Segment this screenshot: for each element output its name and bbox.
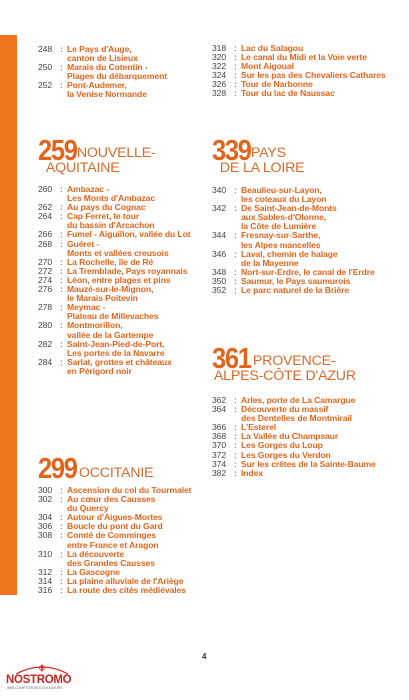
toc-title-line: Pont-Audemer, <box>67 80 127 91</box>
toc-page-number: 250 <box>38 62 53 73</box>
toc-title <box>67 212 154 230</box>
toc-separator: : <box>60 256 63 267</box>
toc-page-number: 320 <box>212 52 227 63</box>
section-title-line: OCCITANIE <box>78 465 154 481</box>
toc-title <box>67 303 158 321</box>
toc-title-line: la Côte de Lumière <box>241 221 317 232</box>
toc-separator: : <box>234 203 237 214</box>
toc-title-line: des Dentelles de Montmirail <box>241 413 352 424</box>
toc-separator: : <box>60 274 63 285</box>
toc-title <box>241 250 338 268</box>
toc-separator: : <box>60 62 63 73</box>
toc-title-line: entre France et Aragon <box>67 539 159 550</box>
toc-page-number: 322 <box>212 61 227 72</box>
toc-title-line: Les Gorges du Loup <box>241 440 323 451</box>
toc-title-line: Lac du Salagou <box>241 43 304 53</box>
toc-separator: : <box>234 404 237 415</box>
toc-page-number: 270 <box>38 256 53 267</box>
toc-separator: : <box>234 431 237 442</box>
toc-page-number: 364 <box>212 404 227 415</box>
toc-title-line: Le Pays d'Auge, <box>67 44 132 54</box>
toc-title-line: du bassin d'Arcachon <box>67 220 155 231</box>
toc-page-number: 264 <box>38 211 53 222</box>
section-title-line: AQUITAINE <box>45 159 120 176</box>
toc-title-line: Montmorillon, <box>67 320 123 331</box>
toc-page-number: 300 <box>38 485 53 495</box>
pays-de-la-loire-entries <box>212 186 375 295</box>
toc-page-number: 272 <box>38 265 53 276</box>
toc-title-line: la Venise Normande <box>67 89 147 100</box>
section-title-line: NOUVELLE- <box>76 145 156 161</box>
section-title-line: DE LA LOIRE <box>219 159 305 176</box>
toc-title <box>67 81 147 99</box>
toc-title-line: en Périgord noir <box>67 365 132 376</box>
toc-title-line: Léon, entre plages et pins <box>67 274 171 285</box>
toc-separator: : <box>234 185 237 195</box>
toc-page-number: 370 <box>212 440 227 451</box>
toc-separator: : <box>234 395 237 405</box>
toc-title-line: aux Sables-d'Olonne, <box>241 212 327 223</box>
toc-entry <box>38 340 190 358</box>
toc-title <box>241 186 326 204</box>
page-number: 4 <box>202 652 207 661</box>
toc-title-line: Ambazac - <box>67 184 110 194</box>
toc-separator: : <box>60 184 63 194</box>
orange-edge-band <box>0 35 17 595</box>
toc-title-line: La Gascogne <box>67 566 120 577</box>
toc-title-line: Saumur, le Pays saumurois <box>241 275 351 286</box>
toc-page-number: 284 <box>38 356 53 367</box>
toc-separator: : <box>60 265 63 276</box>
toc-title-line: Ascension du col du Tourmalet <box>67 485 192 495</box>
toc-title-line: Les Gorges du Verdon <box>241 449 331 460</box>
toc-title-line: les coteaux du Layon <box>241 194 327 205</box>
section-title-line: PAYS <box>250 145 286 161</box>
toc-page-number: 266 <box>38 229 53 240</box>
toc-title-line: Le canal du Midi et la Voie verte <box>241 52 367 63</box>
toc-title-line: Boucle du pont du Gard <box>67 521 163 532</box>
toc-title-line: Plages du débarquement <box>67 71 167 82</box>
toc-entry <box>212 186 375 204</box>
toc-entry <box>38 240 190 258</box>
logo-wordmark: NOSTROMO <box>6 674 72 686</box>
toc-separator: : <box>234 248 237 259</box>
toc-page-number: 352 <box>212 285 227 296</box>
toc-title <box>241 204 337 231</box>
toc-entry <box>38 586 191 595</box>
toc-title-line: Meymac - <box>67 302 106 313</box>
toc-title-line: Index <box>241 467 263 478</box>
toc-page-number: 248 <box>38 44 53 54</box>
toc-page-number: 340 <box>212 185 227 195</box>
toc-separator: : <box>60 238 63 249</box>
toc-title-line: vallée de la Gartempe <box>67 329 154 340</box>
toc-entry <box>212 286 375 295</box>
toc-entry <box>38 212 190 230</box>
section-number: 259 <box>38 135 77 167</box>
toc-page-number: 326 <box>212 79 227 90</box>
toc-page-number: 280 <box>38 320 53 331</box>
toc-page-number: 302 <box>38 494 53 505</box>
toc-separator: : <box>60 302 63 313</box>
toc-title-line: Monts et vallées creusois <box>67 247 169 258</box>
provence-entries <box>212 396 376 478</box>
toc-title-line: Sarlat, grottes et châteaux <box>67 356 172 367</box>
toc-entry <box>212 204 375 231</box>
toc-separator: : <box>60 585 63 596</box>
toc-separator: : <box>60 202 63 213</box>
toc-title-line: Découverte du massif <box>241 404 329 415</box>
nostromo-logo <box>4 662 80 692</box>
toc-page-number: 308 <box>38 530 53 541</box>
toc-page-number: 312 <box>38 566 53 577</box>
toc-page-number: 324 <box>212 70 227 81</box>
top-band <box>0 0 409 35</box>
toc-page-number: 374 <box>212 458 227 469</box>
nouvelle-aquitaine-entries <box>38 185 190 376</box>
toc-title <box>67 240 169 258</box>
toc-page-number: 368 <box>212 431 227 442</box>
toc-separator: : <box>60 530 63 541</box>
toc-title-line: La plaine alluviale de l'Ariège <box>67 575 184 586</box>
toc-separator: : <box>60 320 63 331</box>
toc-separator: : <box>60 548 63 559</box>
toc-entry <box>38 550 191 568</box>
section-pays-de-la-loire <box>212 137 304 176</box>
toc-separator: : <box>60 229 63 240</box>
toc-title <box>241 405 352 423</box>
section-occitanie <box>38 455 153 483</box>
toc-title-line: Sur les pas des Chevaliers Cathares <box>241 70 386 81</box>
toc-entry <box>38 531 191 549</box>
occitanie-entries <box>38 486 191 595</box>
toc-separator: : <box>234 88 237 99</box>
toc-title-line: Mauzé-sur-le-Mignon, <box>67 284 154 295</box>
logo-tagline: WEB COMPTOIR DES VOYAGEURS <box>7 686 63 690</box>
toc-title-line: Marais du Cotentin - <box>67 62 148 73</box>
toc-separator: : <box>234 422 237 433</box>
toc-separator: : <box>60 284 63 295</box>
toc-entry <box>38 185 190 203</box>
section-title <box>79 466 153 481</box>
toc-title <box>67 185 155 203</box>
toc-separator: : <box>60 566 63 577</box>
toc-entry <box>212 250 375 268</box>
toc-page-number: 274 <box>38 274 53 285</box>
toc-separator: : <box>234 79 237 90</box>
toc-entry <box>38 45 167 63</box>
toc-title-line: Mont Aigoual <box>241 61 294 72</box>
toc-page-number: 304 <box>38 512 53 523</box>
toc-separator: : <box>234 285 237 296</box>
toc-title-line: Fumel - Aiguillon, vallée du Lot <box>67 229 191 240</box>
toc-entry <box>212 89 386 98</box>
toc-title-line: le Marais Poitevin <box>67 293 138 304</box>
toc-title-line: Comté de Comminges <box>67 530 156 541</box>
toc-title-line: Plateau de Millevaches <box>67 311 159 322</box>
toc-entry <box>38 81 167 99</box>
toc-separator: : <box>60 338 63 349</box>
toc-title-line: Arles, porte de La Camargue <box>241 395 356 405</box>
toc-entry <box>212 231 375 249</box>
section-nouvelle-aquitaine <box>38 137 156 176</box>
toc-separator: : <box>234 43 237 53</box>
section-number: 299 <box>38 453 77 485</box>
toc-title <box>67 586 186 595</box>
toc-page-number: 382 <box>212 467 227 478</box>
toc-separator: : <box>234 52 237 63</box>
section-title-line: PROVENCE- <box>252 353 336 369</box>
toc-page-number: 318 <box>212 43 227 53</box>
toc-separator: : <box>60 80 63 91</box>
toc-title-line: canton de Lisieux <box>67 53 138 64</box>
toc-title-line: L'Esterel <box>241 422 277 433</box>
toc-entry <box>38 321 190 339</box>
section-number: 339 <box>212 135 251 167</box>
toc-entry <box>38 303 190 321</box>
toc-entry <box>212 405 376 423</box>
toc-title-line: Les portes de la Navarre <box>67 347 165 358</box>
right-top-entries <box>212 44 386 99</box>
toc-title-line: Tour du lac de Naussac <box>241 88 335 99</box>
section-number: 361 <box>212 343 251 375</box>
toc-separator: : <box>60 512 63 523</box>
toc-separator: : <box>234 275 237 286</box>
toc-title-line: Cap Ferret, le tour <box>67 211 140 222</box>
toc-separator: : <box>234 458 237 469</box>
toc-page-number: 346 <box>212 248 227 259</box>
toc-title-line: Beaulieu-sur-Layon, <box>241 185 322 195</box>
toc-title <box>241 469 263 478</box>
toc-page-number: 316 <box>38 585 53 596</box>
toc-page-number: 348 <box>212 266 227 277</box>
toc-title-line: des Grandes Causses <box>67 557 155 568</box>
toc-title <box>241 286 349 295</box>
toc-separator: : <box>234 266 237 277</box>
section-provence <box>212 345 356 384</box>
toc-separator: : <box>60 356 63 367</box>
toc-separator: : <box>60 211 63 222</box>
toc-entry <box>212 53 386 62</box>
toc-title-line: Tour de Narbonne <box>241 79 313 90</box>
toc-title-line: Autour d'Aigues-Mortes <box>67 512 163 523</box>
toc-title-line: Au pays du Cognac <box>67 202 146 213</box>
toc-title-line: les Alpes mancelles <box>241 239 321 250</box>
toc-page-number: 276 <box>38 284 53 295</box>
toc-separator: : <box>234 61 237 72</box>
toc-page-number: 260 <box>38 184 53 194</box>
toc-page-number: 278 <box>38 302 53 313</box>
toc-title-line: La Tremblade, Pays royannais <box>67 265 188 276</box>
toc-title <box>67 358 172 376</box>
toc-title-line: Nort-sur-Erdre, le canal de l'Erdre <box>241 266 375 277</box>
toc-page-number: 362 <box>212 395 227 405</box>
toc-entry <box>38 495 191 513</box>
toc-title-line: La découverte <box>67 548 124 559</box>
toc-page-number: 350 <box>212 275 227 286</box>
toc-title-line: De Saint-Jean-de-Monts <box>241 203 337 214</box>
toc-separator: : <box>234 230 237 241</box>
toc-page-number: 314 <box>38 575 53 586</box>
toc-separator: : <box>234 449 237 460</box>
toc-title-line: La Vallée du Champsaur <box>241 431 339 442</box>
toc-title-line: La Rochelle, île de Ré <box>67 256 154 267</box>
toc-separator: : <box>60 485 63 495</box>
toc-title <box>67 63 167 81</box>
toc-title-line: Guéret - <box>67 238 100 249</box>
toc-title <box>67 531 159 549</box>
toc-title-line: Les Monts d'Ambazac <box>67 193 156 204</box>
toc-entry <box>212 469 376 478</box>
toc-title <box>67 321 153 339</box>
toc-separator: : <box>234 467 237 478</box>
toc-entry <box>38 358 190 376</box>
toc-separator: : <box>60 494 63 505</box>
toc-title-line: du Quercy <box>67 503 109 514</box>
toc-page-number: 306 <box>38 521 53 532</box>
toc-page-number: 252 <box>38 80 53 91</box>
toc-page-number: 366 <box>212 422 227 433</box>
toc-page-number: 344 <box>212 230 227 241</box>
toc-title <box>67 45 138 63</box>
toc-page-number: 268 <box>38 238 53 249</box>
toc-title-line: Le parc naturel de la Brière <box>241 285 350 296</box>
toc-page-number: 262 <box>38 202 53 213</box>
toc-title-line: de la Mayenne <box>241 257 299 268</box>
toc-page-number: 310 <box>38 548 53 559</box>
left-top-entries <box>38 45 167 100</box>
toc-title-line: Au cœur des Causses <box>67 494 156 505</box>
toc-page-number: 282 <box>38 338 53 349</box>
toc-entry <box>38 63 167 81</box>
toc-title <box>241 89 335 98</box>
toc-title <box>67 550 155 568</box>
section-title-line: ALPES-CÔTE D'AZUR <box>213 367 356 384</box>
toc-title <box>67 340 164 358</box>
toc-entry <box>38 285 190 303</box>
toc-page-number: 328 <box>212 88 227 99</box>
toc-separator: : <box>60 44 63 54</box>
toc-title <box>67 495 155 513</box>
toc-title-line: La route des cités médiévales <box>67 585 186 596</box>
toc-title-line: Fresnay-sur-Sarthe, <box>241 230 321 241</box>
toc-separator: : <box>60 575 63 586</box>
toc-page-number: 372 <box>212 449 227 460</box>
toc-title-line: Saint-Jean-Pied-de-Port, <box>67 338 165 349</box>
toc-separator: : <box>60 521 63 532</box>
toc-title-line: Laval, chemin de halage <box>241 248 338 259</box>
toc-separator: : <box>234 440 237 451</box>
toc-title <box>241 231 320 249</box>
toc-page-number: 342 <box>212 203 227 214</box>
toc-separator: : <box>234 70 237 81</box>
toc-title <box>67 285 153 303</box>
toc-title-line: Sur les crêtes de la Sainte-Baume <box>241 458 376 469</box>
